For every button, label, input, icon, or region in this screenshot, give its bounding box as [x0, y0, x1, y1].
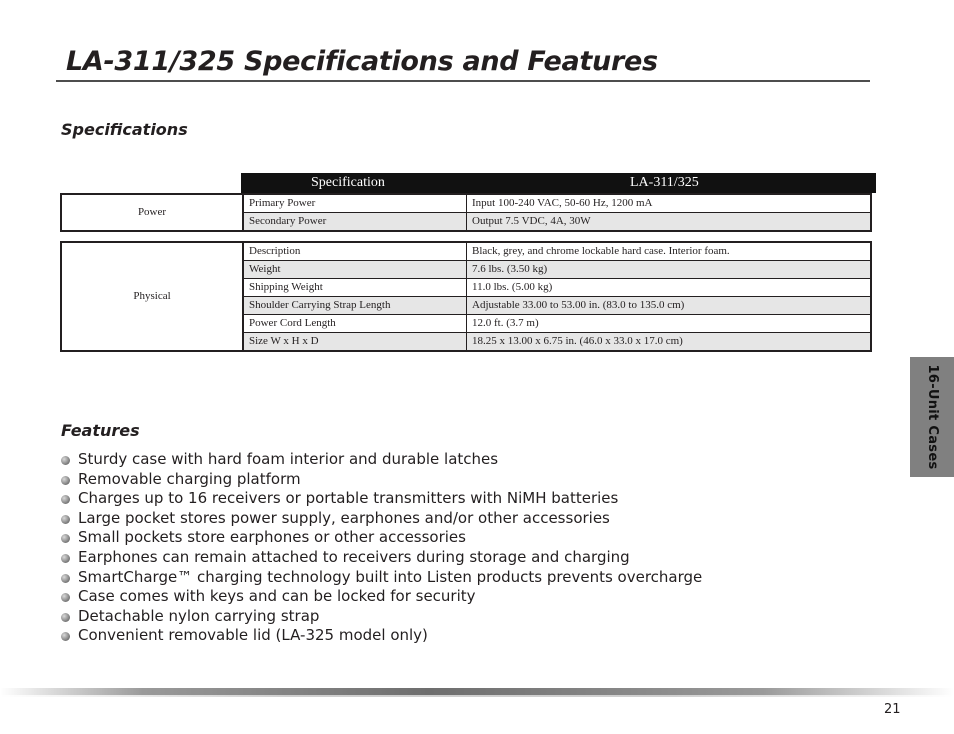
- page-number: 21: [884, 702, 901, 717]
- list-item: [60, 568, 702, 588]
- footer-divider-highlight: [0, 695, 954, 697]
- feature-text: Charges up to 16 receivers or portable transmitters with NiMH batteries: [78, 489, 619, 508]
- spec-value: 12.0 ft. (3.7 m): [467, 315, 872, 333]
- feature-text: SmartCharge™ charging technology built into Listen products prevents overcharge: [78, 567, 703, 586]
- spec-value: 18.25 x 13.00 x 6.75 in. (46.0 x 33.0 x 17.0 cm): [467, 333, 872, 352]
- feature-text: Sturdy case with hard foam interior and durable latches: [78, 450, 499, 468]
- feature-text: Removable charging platform: [78, 469, 301, 488]
- header-specification: Specification: [311, 175, 385, 190]
- feature-text: Small pockets store earphones or other accessories: [78, 528, 466, 547]
- feature-text: Detachable nylon carrying strap: [78, 606, 320, 625]
- physical-group-label: Physical: [61, 242, 243, 351]
- bullet-icon: [61, 476, 70, 485]
- spec-value: Adjustable 33.00 to 53.00 in. (83.0 to 135.0 cm): [467, 297, 872, 315]
- footer-divider: [0, 688, 954, 695]
- side-tab-label: 16-Unit Cases: [925, 364, 940, 470]
- bullet-icon: [61, 495, 70, 504]
- feature-text: Case comes with keys and can be locked for security: [78, 587, 476, 606]
- spec-value: Black, grey, and chrome lockable hard case. Interior foam.: [467, 242, 872, 261]
- spec-name: Power Cord Length: [243, 315, 467, 333]
- spec-value: Input 100-240 VAC, 50-60 Hz, 1200 mA: [467, 194, 872, 213]
- power-group-label: Power: [61, 194, 243, 231]
- spec-value: Output 7.5 VDC, 4A, 30W: [467, 213, 872, 232]
- list-item: [60, 626, 702, 646]
- header-model: LA-311/325: [630, 175, 699, 190]
- feature-text: Earphones can remain attached to receivers during storage and charging: [78, 547, 630, 566]
- page-title: LA-311/325 Specifications and Features: [66, 46, 658, 77]
- list-item: [60, 607, 702, 627]
- spec-value: 11.0 lbs. (5.00 kg): [467, 279, 872, 297]
- list-item: [60, 470, 702, 490]
- bullet-icon: [61, 515, 70, 524]
- spec-name: Secondary Power: [243, 213, 467, 232]
- list-item: [60, 528, 702, 548]
- section-side-tab: [910, 357, 954, 477]
- bullet-icon: [61, 574, 70, 583]
- features-list: [60, 450, 702, 646]
- spec-value: 7.6 lbs. (3.50 kg): [467, 261, 872, 279]
- bullet-icon: [61, 456, 70, 465]
- power-spec-table: [60, 193, 872, 232]
- spec-name: Shoulder Carrying Strap Length: [243, 297, 467, 315]
- list-item: [60, 548, 702, 568]
- title-divider: [56, 80, 870, 82]
- bullet-icon: [61, 613, 70, 622]
- spec-name: Shipping Weight: [243, 279, 467, 297]
- list-item: [60, 587, 702, 607]
- bullet-icon: [61, 534, 70, 543]
- physical-spec-table: [60, 241, 872, 352]
- spec-name: Weight: [243, 261, 467, 279]
- bullet-icon: [61, 593, 70, 602]
- bullet-icon: [61, 632, 70, 641]
- list-item: [60, 509, 702, 529]
- list-item: [60, 450, 702, 470]
- spec-table-header: [241, 173, 876, 193]
- features-heading: Features: [61, 421, 140, 440]
- feature-text: Convenient removable lid (LA-325 model only): [78, 626, 428, 645]
- spec-name: Primary Power: [243, 194, 467, 213]
- specifications-heading: Specifications: [61, 120, 188, 139]
- spec-name: Description: [243, 242, 467, 261]
- spec-name: Size W x H x D: [243, 333, 467, 352]
- list-item: [60, 489, 702, 509]
- bullet-icon: [61, 554, 70, 563]
- feature-text: Large pocket stores power supply, earphones and/or other accessories: [78, 508, 610, 527]
